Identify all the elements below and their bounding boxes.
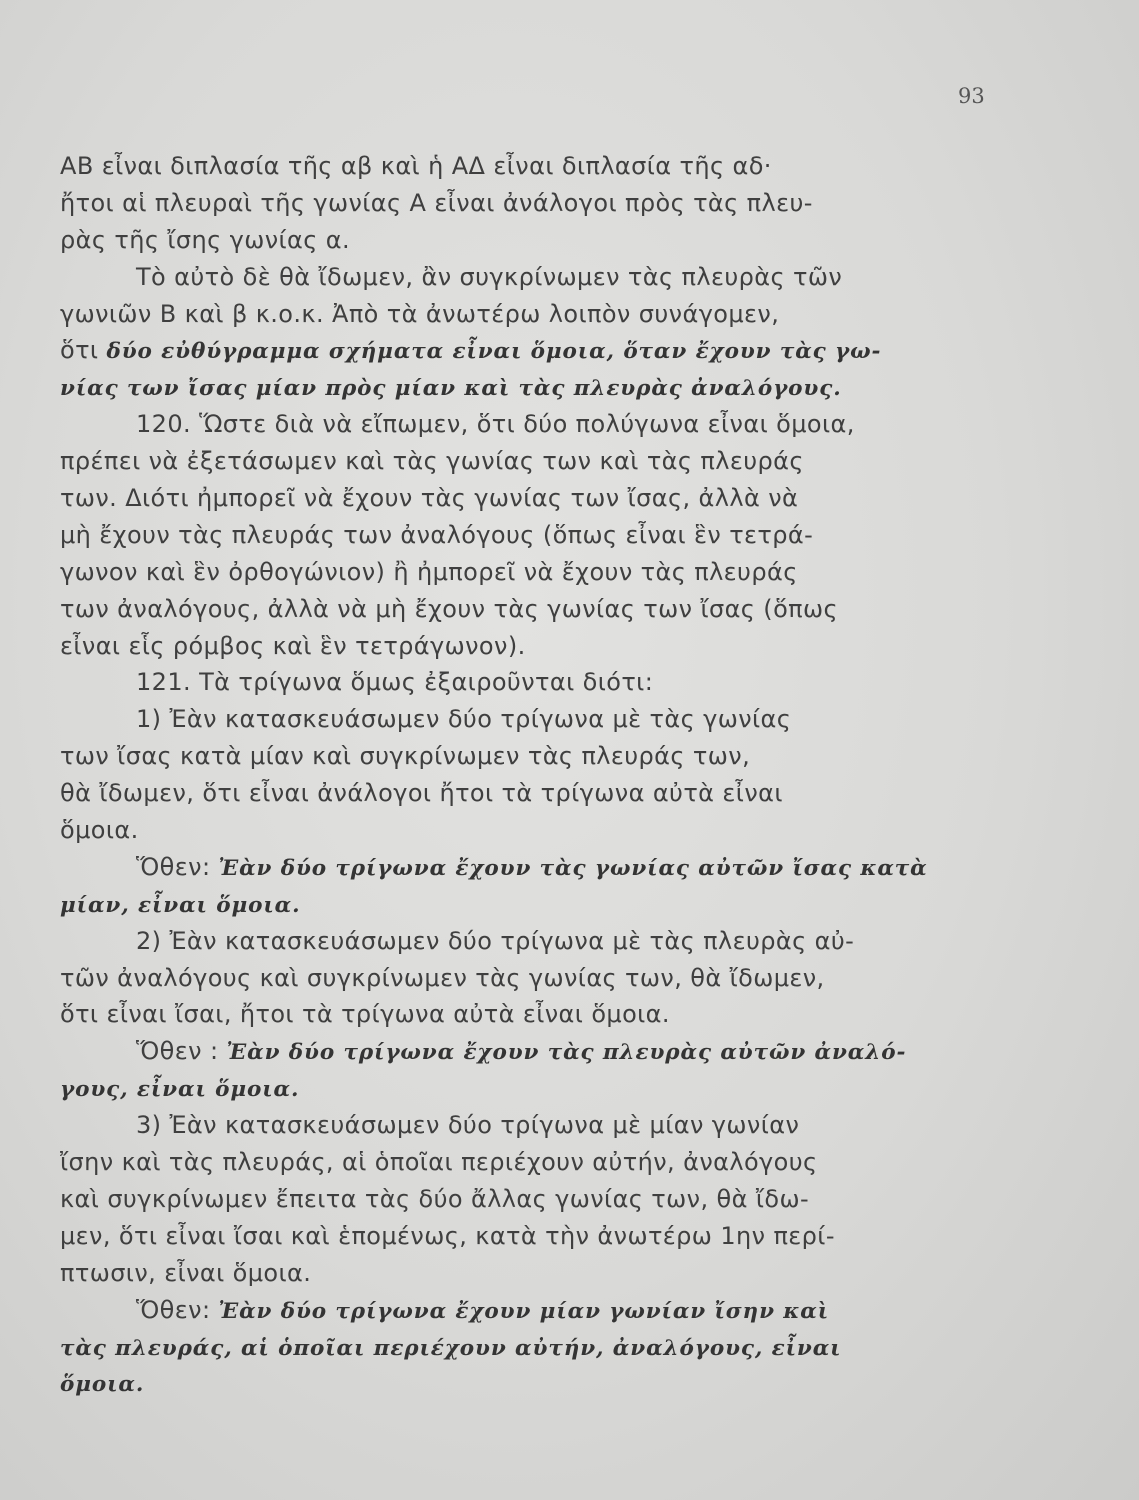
text-line	[60, 1033, 1000, 1070]
text-segment: Τὸ αὐτὸ δὲ θὰ ἴδωμεν, ἂν συγκρίνωμεν τὰς πλευρὰς τῶν	[136, 262, 843, 291]
text-line	[60, 960, 1000, 997]
text-line	[60, 406, 1000, 443]
emphasized-text: νίας των ἴσας μίαν πρὸς μίαν καὶ τὰς πλευρὰς ἀναλόγους.	[60, 376, 842, 402]
text-segment: ἴσην καὶ τὰς πλευράς, αἱ ὁποῖαι περιέχουν αὐτήν, ἀναλόγους	[60, 1148, 818, 1177]
text-segment: θὰ ἴδωμεν, ὅτι εἶναι ἀνάλογοι ἤτοι τὰ τρίγωνα αὐτὰ εἶναι	[60, 779, 783, 808]
text-segment: γωνον καὶ ἓν ὀρθογώνιον) ἢ ἠμπορεῖ νὰ ἔχουν τὰς πλευράς	[60, 557, 798, 586]
text-line	[60, 480, 1000, 517]
text-line	[60, 1218, 1000, 1255]
text-segment: Ὅθεν:	[136, 852, 219, 881]
text-segment: των ἴσας κατὰ μίαν καὶ συγκρίνωμεν τὰς πλευράς των,	[60, 742, 751, 771]
text-segment: ὅμοια.	[60, 816, 139, 845]
text-line	[60, 369, 1000, 406]
text-line	[60, 296, 1000, 333]
text-segment: 1) Ἐὰν κατασκευάσωμεν δύο τρίγωνα μὲ τὰς γωνίας	[136, 705, 792, 734]
body-text	[60, 148, 1000, 1402]
emphasized-text: μίαν, εἶναι ὅμοια.	[60, 892, 301, 918]
text-segment: ρὰς τῆς ἴσης γωνίας α.	[60, 225, 351, 254]
text-line	[60, 886, 1000, 923]
text-segment: Ὅθεν :	[136, 1037, 227, 1066]
text-line	[60, 1144, 1000, 1181]
emphasized-text: Ἐὰν δύο τρίγωνα ἔχουν τὰς γωνίας αὐτῶν ἴσας κατὰ	[218, 855, 928, 881]
text-line	[60, 923, 1000, 960]
text-segment: πτωσιν, εἶναι ὅμοια.	[60, 1258, 312, 1287]
text-segment: των ἀναλόγους, ἀλλὰ νὰ μὴ ἔχουν τὰς γωνίας των ἴσας (ὅπως	[60, 594, 838, 623]
text-line	[60, 1181, 1000, 1218]
text-line	[60, 849, 1000, 886]
text-line	[60, 332, 1000, 369]
emphasized-text: ὅμοια.	[60, 1372, 145, 1398]
text-segment: 3) Ἐὰν κατασκευάσωμεν δύο τρίγωνα μὲ μίαν γωνίαν	[136, 1111, 800, 1140]
text-line	[60, 701, 1000, 738]
text-segment: των. Διότι ἠμπορεῖ νὰ ἔχουν τὰς γωνίας των ἴσας, ἀλλὰ νὰ	[60, 484, 799, 513]
text-segment: Ὅθεν:	[136, 1295, 219, 1324]
text-segment: μεν, ὅτι εἶναι ἴσαι καὶ ἑπομένως, κατὰ τὴν ἀνωτέρω 1ην περί-	[60, 1221, 835, 1250]
text-segment: 121. Τὰ τρίγωνα ὅμως ἐξαιροῦνται διότι:	[136, 668, 654, 697]
text-segment: πρέπει νὰ ἐξετάσωμεν καὶ τὰς γωνίας των καὶ τὰς πλευράς	[60, 447, 804, 476]
text-segment: καὶ συγκρίνωμεν ἔπειτα τὰς δύο ἄλλας γωνίας των, θὰ ἴδω-	[60, 1184, 810, 1213]
text-line	[60, 554, 1000, 591]
text-line	[60, 591, 1000, 628]
text-line	[60, 738, 1000, 775]
text-line	[60, 517, 1000, 554]
text-line	[60, 996, 1000, 1033]
text-line	[60, 628, 1000, 665]
text-segment: ὅτι	[60, 336, 107, 365]
text-line	[60, 1365, 1000, 1402]
text-line	[60, 1329, 1000, 1366]
text-segment: ΑΒ εἶναι διπλασία τῆς αβ καὶ ἡ ΑΔ εἶναι διπλασία τῆς αδ·	[60, 152, 772, 180]
text-line	[60, 148, 1000, 185]
text-line	[60, 443, 1000, 480]
text-line	[60, 775, 1000, 812]
text-segment: τῶν ἀναλόγους καὶ συγκρίνωμεν τὰς γωνίας των, θὰ ἴδωμεν,	[60, 963, 825, 992]
text-segment: μὴ ἔχουν τὰς πλευράς των ἀναλόγους (ὅπως εἶναι ἓν τετρά-	[60, 520, 814, 549]
text-line	[60, 185, 1000, 222]
text-line	[60, 664, 1000, 701]
text-segment: εἶναι εἷς ρόμβος καὶ ἓν τετράγωνον).	[60, 631, 526, 660]
text-line	[60, 812, 1000, 849]
emphasized-text: τὰς πλευράς, αἱ ὁποῖαι περιέχουν αὐτήν, ἀναλόγους, εἶναι	[60, 1335, 842, 1361]
text-line	[60, 1292, 1000, 1329]
emphasized-text: γους, εἶναι ὅμοια.	[60, 1077, 300, 1103]
text-segment: ὅτι εἶναι ἴσαι, ἤτοι τὰ τρίγωνα αὐτὰ εἶναι ὅμοια.	[60, 1000, 670, 1029]
text-line	[60, 259, 1000, 296]
page-number: 93	[958, 84, 985, 108]
text-segment: 2) Ἐὰν κατασκευάσωμεν δύο τρίγωνα μὲ τὰς πλευρὰς αὐ-	[136, 926, 855, 955]
emphasized-text: Ἐὰν δύο τρίγωνα ἔχουν τὰς πλευρὰς αὐτῶν ἀναλό-	[226, 1040, 907, 1066]
text-segment: 120. Ὥστε διὰ νὰ εἴπωμεν, ὅτι δύο πολύγωνα εἶναι ὅμοια,	[136, 410, 855, 439]
text-line	[60, 1070, 1000, 1107]
text-line	[60, 1107, 1000, 1144]
emphasized-text: δύο εὐθύγραμμα σχήματα εἶναι ὅμοια, ὅταν ἔχουν τὰς γω-	[106, 339, 882, 365]
emphasized-text: Ἐὰν δύο τρίγωνα ἔχουν μίαν γωνίαν ἴσην καὶ	[218, 1298, 830, 1324]
text-segment: ἤτοι αἱ πλευραὶ τῆς γωνίας Α εἶναι ἀνάλογοι πρὸς τὰς πλευ-	[60, 188, 813, 217]
text-line	[60, 1255, 1000, 1292]
text-line	[60, 222, 1000, 259]
text-segment: γωνιῶν Β καὶ β κ.ο.κ. Ἀπὸ τὰ ἀνωτέρω λοιπὸν συνάγομεν,	[60, 299, 780, 328]
